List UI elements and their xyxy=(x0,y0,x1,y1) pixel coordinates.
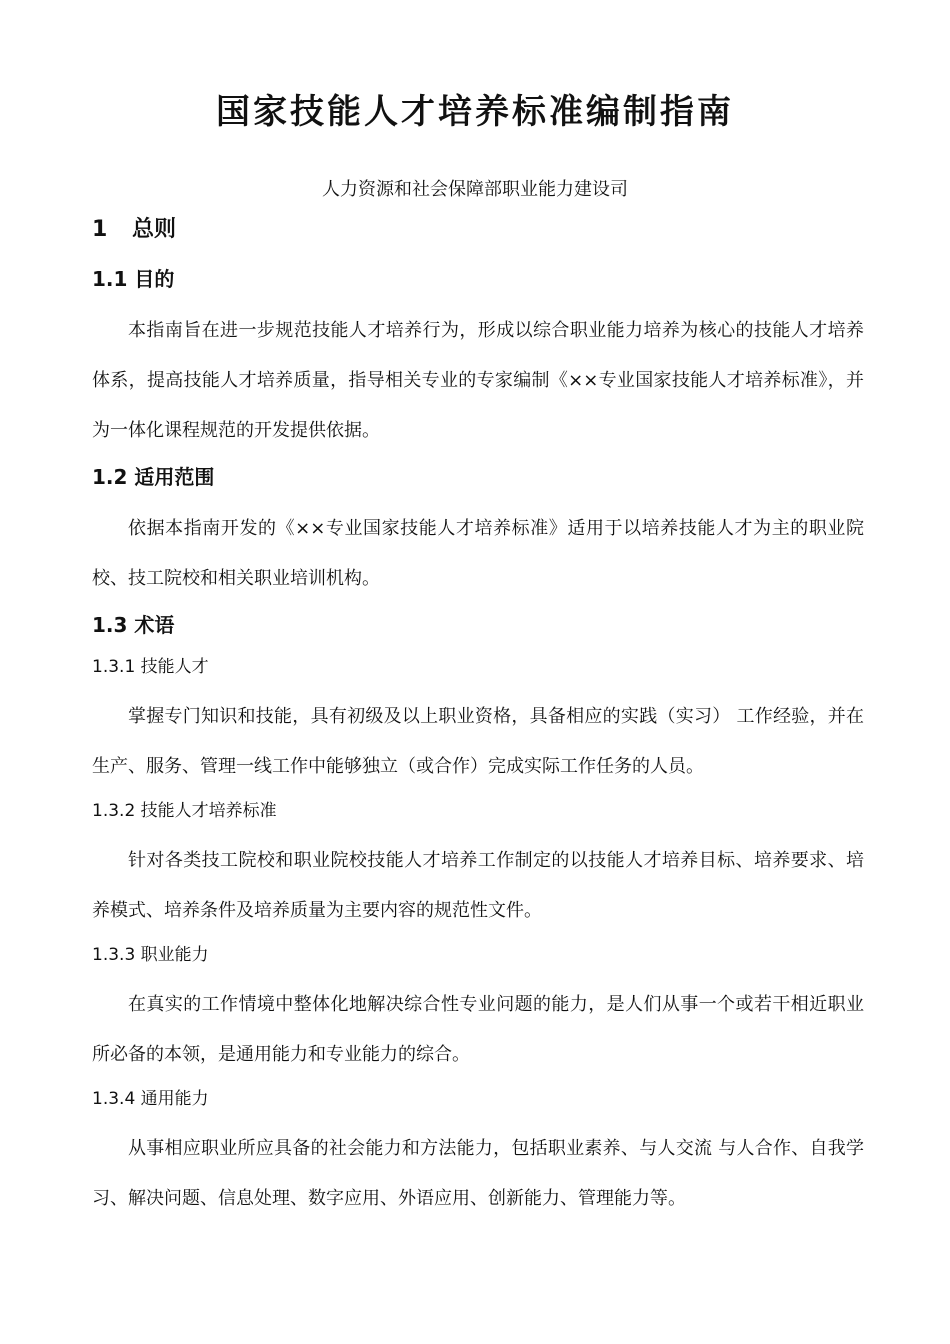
term-3-paragraph: 在真实的工作情境中整体化地解决综合性专业问题的能力，是人们从事一个或若干相近职业所必备的本领，是通用能力和专业能力的综合。 xyxy=(92,994,864,1065)
section-title: 总则 xyxy=(132,217,177,242)
document-author: 人力资源和社会保障部职业能力建设司 xyxy=(322,179,628,200)
section-1-3-heading: 1.3 术语 xyxy=(92,613,175,637)
term-2-heading: 1.3.2 技能人才培养标准 xyxy=(92,801,277,821)
document-body xyxy=(92,212,864,1228)
term-1-heading: 1.3.1 技能人才 xyxy=(92,657,209,677)
section-1-1-heading: 1.1 目的 xyxy=(92,267,175,291)
term-4-heading: 1.3.4 通用能力 xyxy=(92,1089,209,1109)
section-1-2-heading: 1.2 适用范围 xyxy=(92,465,215,489)
section-1-heading xyxy=(92,212,864,248)
term-1-paragraph: 掌握专门知识和技能，具有初级及以上职业资格，具备相应的实践（实习） 工作经验，并在生产、服务、管理一线工作中能够独立（或合作）完成实际工作任务的人员。 xyxy=(92,706,864,777)
section-1-2-paragraph: 依据本指南开发的《××专业国家技能人才培养标准》适用于以培养技能人才为主的职业院校、技工院校和相关职业培训机构。 xyxy=(92,518,864,589)
section-1-1-paragraph: 本指南旨在进一步规范技能人才培养行为，形成以综合职业能力培养为核心的技能人才培养体系，提高技能人才培养质量，指导相关专业的专家编制《××专业国家技能人才培养标准》，并为一体化课程规范的开发提供依据。 xyxy=(92,320,864,441)
document-title: 国家技能人才培养标准编制指南 xyxy=(216,92,734,132)
term-3-heading: 1.3.3 职业能力 xyxy=(92,945,209,965)
section-number: 1 xyxy=(92,217,108,242)
term-4-paragraph: 从事相应职业所应具备的社会能力和方法能力，包括职业素养、与人交流 与人合作、自我学习、解决问题、信息处理、数字应用、外语应用、创新能力、管理能力等。 xyxy=(92,1138,864,1209)
term-2-paragraph: 针对各类技工院校和职业院校技能人才培养工作制定的以技能人才培养目标、培养要求、培养模式、培养条件及培养质量为主要内容的规范性文件。 xyxy=(92,850,864,921)
